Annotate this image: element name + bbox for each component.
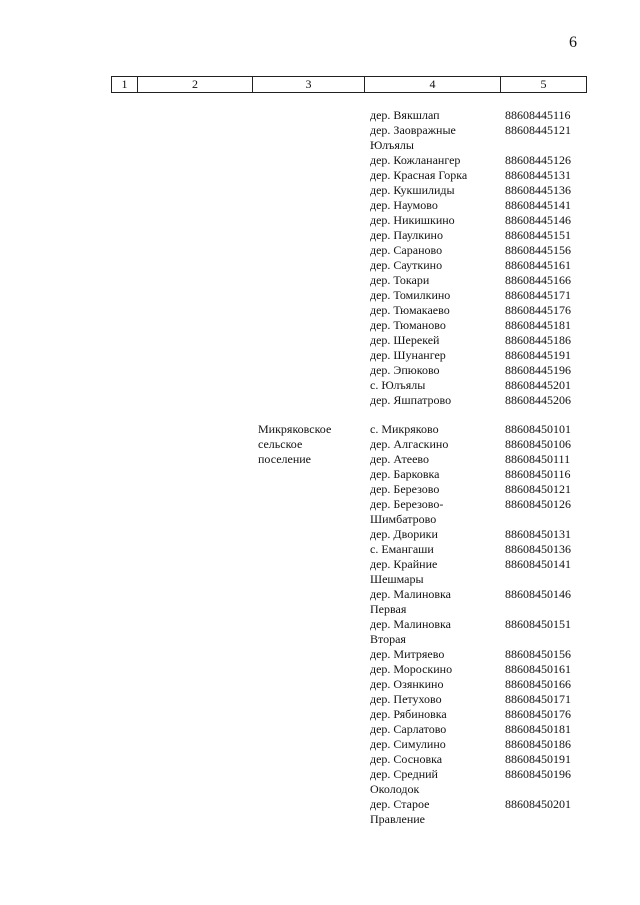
table-row bbox=[370, 467, 590, 482]
column-header-row bbox=[111, 76, 587, 93]
oktmo-code: 88608445116 bbox=[505, 108, 571, 122]
table-row bbox=[370, 153, 590, 168]
oktmo-code: 88608450116 bbox=[505, 467, 571, 481]
table-row bbox=[370, 348, 590, 363]
settlement-name: дер. Эпюково bbox=[370, 363, 440, 377]
table-row bbox=[370, 393, 590, 408]
table-row bbox=[370, 243, 590, 258]
table-row bbox=[370, 692, 590, 707]
table-row bbox=[370, 213, 590, 228]
column-header-3: 3 bbox=[252, 77, 364, 92]
column-header-2: 2 bbox=[137, 77, 252, 92]
table-row bbox=[370, 422, 590, 437]
table-row bbox=[370, 437, 590, 452]
column-header-4: 4 bbox=[364, 77, 500, 92]
settlement-list-1 bbox=[370, 108, 590, 408]
oktmo-code: 88608445121 bbox=[505, 123, 571, 137]
oktmo-code: 88608450146 bbox=[505, 587, 571, 601]
settlement-name: дер. Атеево bbox=[370, 452, 429, 466]
table-row bbox=[370, 677, 590, 692]
settlement-name: дер. Озянкино bbox=[370, 677, 444, 691]
settlement-name: дер. Сауткино bbox=[370, 258, 443, 272]
oktmo-code: 88608445141 bbox=[505, 198, 571, 212]
oktmo-code: 88608450191 bbox=[505, 752, 571, 766]
settlement-name: дер. Тюмакаево bbox=[370, 303, 450, 317]
settlement-name: дер. Токари bbox=[370, 273, 430, 287]
settlement-name: дер. Яшпатрово bbox=[370, 393, 452, 407]
table-row bbox=[370, 363, 590, 378]
municipality-name: Микряковское сельское поселение bbox=[258, 422, 332, 466]
settlement-name: дер. Петухово bbox=[370, 692, 442, 706]
oktmo-code: 88608450111 bbox=[505, 452, 571, 466]
table-row bbox=[370, 108, 590, 123]
column-header-5: 5 bbox=[500, 77, 587, 92]
table-row bbox=[370, 722, 590, 737]
settlement-name: дер. Кукшилиды bbox=[370, 183, 455, 197]
settlement-name: с. Юлъялы bbox=[370, 378, 426, 392]
oktmo-code: 88608445166 bbox=[505, 273, 571, 287]
oktmo-code: 88608450101 bbox=[505, 422, 571, 436]
oktmo-code: 88608445171 bbox=[505, 288, 571, 302]
oktmo-code: 88608450181 bbox=[505, 722, 571, 736]
settlement-name: дер. Сараново bbox=[370, 243, 443, 257]
oktmo-code: 88608450156 bbox=[505, 647, 571, 661]
settlement-name: дер. Паулкино bbox=[370, 228, 443, 242]
settlement-name: дер. Вякшлап bbox=[370, 108, 440, 122]
table-row bbox=[370, 168, 590, 183]
settlement-name: дер. Сосновка bbox=[370, 752, 443, 766]
table-row bbox=[370, 378, 590, 393]
oktmo-code: 88608445186 bbox=[505, 333, 571, 347]
settlement-name: дер. Митряево bbox=[370, 647, 445, 661]
table-row bbox=[370, 333, 590, 348]
table-row bbox=[370, 767, 590, 797]
table-row bbox=[370, 587, 590, 617]
oktmo-code: 88608450186 bbox=[505, 737, 571, 751]
settlement-name: дер. Шерекей bbox=[370, 333, 440, 347]
oktmo-code: 88608445146 bbox=[505, 213, 571, 227]
settlement-name: дер. Кожланангер bbox=[370, 153, 461, 167]
oktmo-code: 88608445131 bbox=[505, 168, 571, 182]
oktmo-code: 88608445151 bbox=[505, 228, 571, 242]
table-row bbox=[370, 228, 590, 243]
oktmo-code: 88608450131 bbox=[505, 527, 571, 541]
settlement-name: дер. Томилкино bbox=[370, 288, 451, 302]
table-row bbox=[370, 303, 590, 318]
table-row bbox=[370, 482, 590, 497]
table-row bbox=[370, 288, 590, 303]
settlement-name: дер. Мороскино bbox=[370, 662, 453, 676]
oktmo-code: 88608445206 bbox=[505, 393, 571, 407]
settlement-name: дер. Малиновка Первая bbox=[370, 587, 452, 616]
table-row bbox=[370, 707, 590, 722]
table-row bbox=[370, 797, 590, 827]
oktmo-code: 88608450141 bbox=[505, 557, 571, 571]
oktmo-code: 88608445156 bbox=[505, 243, 571, 257]
settlement-name: дер. Дворики bbox=[370, 527, 438, 541]
oktmo-code: 88608450126 bbox=[505, 497, 571, 511]
oktmo-code: 88608450136 bbox=[505, 542, 571, 556]
oktmo-code: 88608450176 bbox=[505, 707, 571, 721]
table-row bbox=[370, 542, 590, 557]
table-row bbox=[370, 557, 590, 587]
table-row bbox=[370, 258, 590, 273]
settlement-name: дер. Малиновка Вторая bbox=[370, 617, 452, 646]
table-row bbox=[370, 318, 590, 333]
oktmo-code: 88608445196 bbox=[505, 363, 571, 377]
settlement-name: дер. Березово- Шимбатрово bbox=[370, 497, 444, 526]
settlement-name: с. Емангаши bbox=[370, 542, 434, 556]
oktmo-code: 88608450121 bbox=[505, 482, 571, 496]
table-row bbox=[370, 123, 590, 153]
settlement-name: с. Микряково bbox=[370, 422, 439, 436]
oktmo-code: 88608450161 bbox=[505, 662, 571, 676]
oktmo-code: 88608450171 bbox=[505, 692, 571, 706]
table-row bbox=[370, 273, 590, 288]
settlement-name: дер. Алгаскино bbox=[370, 437, 449, 451]
table-row bbox=[370, 662, 590, 677]
settlement-name: дер. Красная Горка bbox=[370, 168, 468, 182]
page-number: 6 bbox=[569, 34, 577, 51]
oktmo-code: 88608445126 bbox=[505, 153, 571, 167]
oktmo-code: 88608450106 bbox=[505, 437, 571, 451]
table-row bbox=[370, 752, 590, 767]
table-row bbox=[370, 183, 590, 198]
oktmo-code: 88608450151 bbox=[505, 617, 571, 631]
settlement-name: дер. Сарлатово bbox=[370, 722, 447, 736]
settlement-name: дер. Рябиновка bbox=[370, 707, 447, 721]
settlement-name: дер. Крайние Шешмары bbox=[370, 557, 438, 586]
settlement-name: дер. Тюманово bbox=[370, 318, 446, 332]
settlement-list-2 bbox=[370, 422, 590, 827]
table-row bbox=[370, 198, 590, 213]
settlement-name: дер. Средний Околодок bbox=[370, 767, 438, 796]
settlement-name: дер. Шунангер bbox=[370, 348, 446, 362]
settlement-name: дер. Заовражные Юлъялы bbox=[370, 123, 456, 152]
oktmo-code: 88608450201 bbox=[505, 797, 571, 811]
oktmo-code: 88608445181 bbox=[505, 318, 571, 332]
table-row bbox=[370, 737, 590, 752]
settlement-name: дер. Никишкино bbox=[370, 213, 455, 227]
oktmo-code: 88608445136 bbox=[505, 183, 571, 197]
table-row bbox=[370, 617, 590, 647]
table-row bbox=[370, 527, 590, 542]
table-row bbox=[370, 452, 590, 467]
table-row bbox=[370, 647, 590, 662]
oktmo-code: 88608450166 bbox=[505, 677, 571, 691]
oktmo-code: 88608445161 bbox=[505, 258, 571, 272]
table-row bbox=[370, 497, 590, 527]
settlement-name: дер. Старое Правление bbox=[370, 797, 430, 826]
settlement-name: дер. Барковка bbox=[370, 467, 440, 481]
settlement-name: дер. Березово bbox=[370, 482, 440, 496]
settlement-name: дер. Наумово bbox=[370, 198, 438, 212]
oktmo-code: 88608450196 bbox=[505, 767, 571, 781]
oktmo-code: 88608445191 bbox=[505, 348, 571, 362]
oktmo-code: 88608445201 bbox=[505, 378, 571, 392]
oktmo-code: 88608445176 bbox=[505, 303, 571, 317]
settlement-name: дер. Симулино bbox=[370, 737, 446, 751]
column-header-1: 1 bbox=[111, 77, 137, 92]
